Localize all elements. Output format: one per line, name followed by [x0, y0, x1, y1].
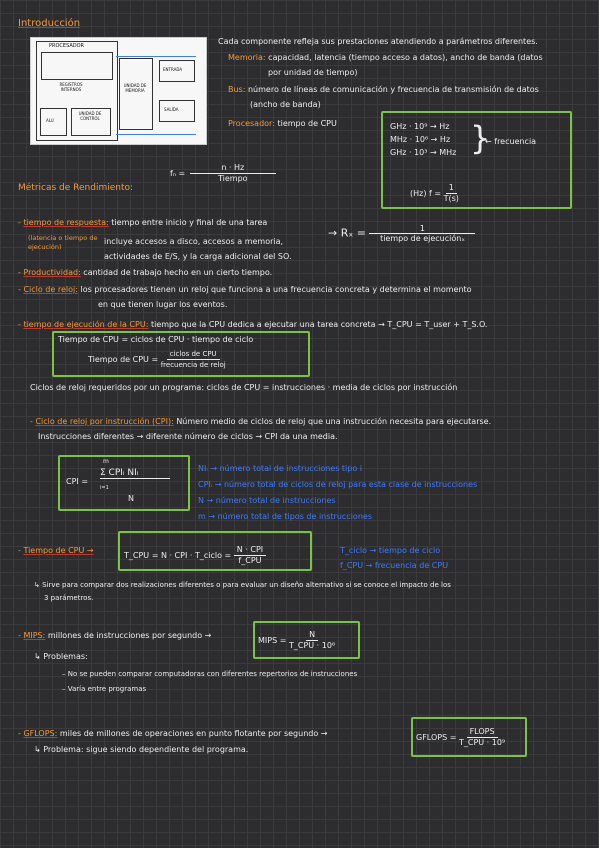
registers-label: REGISTROS INTERNOS: [59, 82, 83, 92]
rx-lhs: Rₓ =: [340, 226, 366, 240]
tcpu-den: f_CPU: [238, 556, 262, 565]
cpi-den: N: [128, 494, 134, 503]
gflops-den: T_CPU · 10⁹: [458, 738, 506, 747]
fn-den: Tiempo: [218, 174, 248, 183]
freq-label: ← frecuencia: [485, 137, 537, 146]
freq-ghz: GHz · 10⁹ → Hz: [390, 122, 450, 131]
processor-label: PROCESADOR: [49, 43, 85, 49]
processor-key: Procesador:: [228, 119, 275, 128]
mips-value: millones de instrucciones por segundo →: [47, 631, 212, 640]
gflops-lhs: GFLOPS =: [416, 733, 457, 742]
tcpu-num: N · CPI: [234, 545, 266, 556]
gflops-value: miles de millones de operaciones en punto flotante por segundo →: [59, 729, 328, 738]
mips-key: MIPS:: [23, 631, 46, 640]
freq-formula-lhs: (Hz) f =: [410, 189, 442, 198]
gflops-problem: ↳ Problema: sigue siendo dependiente del programa.: [34, 745, 249, 754]
mips-problems: ↳ Problemas:: [34, 652, 88, 661]
computer-diagram: [30, 37, 207, 145]
exec-key: tiempo de ejecución de la CPU:: [23, 320, 149, 329]
alu-label: ALU: [46, 118, 54, 123]
clock-key: Ciclo de reloj:: [23, 285, 78, 294]
freq-ghz-mhz: GHz · 10³ → MHz: [390, 148, 457, 157]
tcpu-key: Tiempo de CPU →: [23, 546, 94, 555]
legend-ni: NIᵢ → número total de instrucciones tipo i: [198, 464, 363, 473]
cpi-sum: Σ CPIᵢ NIᵢ: [100, 468, 170, 479]
rx-den: tiempo de ejecuciónₓ: [380, 234, 465, 243]
cpi-sum-bottom: i=1: [100, 485, 109, 491]
rx-num: 1: [369, 224, 475, 234]
legend-tciclo: T_ciclo → tiempo de ciclo: [340, 546, 441, 555]
memory-label: UNIDAD DE MEMORIA: [123, 83, 147, 93]
gflops-key: GFLOPS:: [23, 729, 58, 738]
bus-line: [116, 56, 196, 57]
bus-key: Bus:: [228, 85, 246, 94]
clock-value: los procesadores tienen un reloj que funciona a una frecuencia concreta y determina el momento: [80, 285, 472, 294]
register-bank: [41, 52, 113, 80]
response-key: tiempo de respuesta:: [23, 218, 109, 227]
response-value-3: actividades de E/S, y la carga adicional del SO.: [104, 252, 292, 261]
fn-lhs: fₙ =: [170, 169, 186, 178]
cpi-key: Ciclo de reloj por instrucción (CPI):: [35, 417, 174, 426]
cpu-time-den: frecuencia de reloj: [160, 361, 226, 369]
brace-icon: }: [470, 119, 491, 157]
response-subtitle: (latencia o tiempo de ejecución): [28, 234, 98, 251]
gflops-num: FLOPS: [467, 727, 498, 738]
legend-n: N → número total de instrucciones: [198, 496, 336, 505]
cpu-time-num: ciclos de CPU: [167, 349, 220, 360]
cpi-sum-top: m: [103, 458, 109, 465]
mips-den: T_CPU · 10⁶: [288, 641, 336, 650]
legend-m: m → número total de tipos de instrucciones: [198, 512, 372, 521]
memory-key: Memoria:: [228, 53, 266, 62]
mips-lhs: MIPS =: [258, 636, 287, 645]
freq-mhz: MHz · 10⁶ → Hz: [390, 135, 451, 144]
cpi-value: Número medio de ciclos de reloj que una instrucción necesita para ejecutarse.: [176, 417, 492, 426]
exec-value: tiempo que la CPU dedica a ejecutar una tarea concreta →: [150, 320, 385, 329]
control-unit-label: UNIDAD DE CONTROL: [78, 111, 102, 121]
response-value: tiempo entre inicio y final de una tarea: [111, 218, 268, 227]
cpu-time-formula-1: Tiempo de CPU = ciclos de CPU · tiempo de ciclo: [58, 335, 254, 344]
tcpu-eq: T_CPU = N · CPI · T_ciclo =: [124, 551, 232, 560]
cpi-lhs: CPI =: [66, 477, 89, 486]
serve-line: ↳ Sirve para comparar dos realizaciones diferentes o para evaluar un diseño alternativo si se conoce el impacto de los: [34, 581, 451, 589]
cpi-value-2: Instrucciones diferentes → diferente número de ciclos → CPI da una media.: [38, 432, 338, 441]
mips-problem-2: – Varía entre programas: [62, 685, 147, 693]
legend-fcpu: f_CPU → frecuencia de CPU: [340, 561, 449, 570]
bus-value: número de líneas de comunicación y frecuencia de transmisión de datos: [247, 85, 539, 94]
memory-value-cont: por unidad de tiempo): [268, 68, 358, 77]
response-value-2: incluye accesos a disco, accesos a memoria,: [104, 237, 284, 246]
processor-value: tiempo de CPU: [277, 119, 337, 128]
page-title: Introducción: [18, 18, 81, 29]
metrics-title: Métricas de Rendimiento:: [18, 183, 134, 193]
memory-box: [119, 58, 153, 130]
intro-line: Cada componente refleja sus prestaciones atendiendo a parámetros diferentes.: [218, 37, 538, 46]
bus-value-cont: (ancho de banda): [250, 100, 321, 109]
productivity-value: cantidad de trabajo hecho en un cierto tiempo.: [83, 268, 273, 277]
memory-value: capacidad, latencia (tiempo acceso a datos), ancho de banda (datos: [268, 53, 543, 62]
fn-num: n · Hz: [190, 163, 276, 174]
legend-cpi: CPIᵢ → número total de ciclos de reloj para esta clase de instrucciones: [198, 480, 478, 489]
bus-line: [116, 134, 196, 135]
cycles-line: Ciclos de reloj requeridos por un programa: ciclos de CPU = instrucciones · media de ciclos por instrucción: [30, 383, 458, 392]
freq-den: T(s): [443, 194, 459, 203]
mips-num: N: [306, 630, 318, 641]
productivity-key: Productividad:: [23, 268, 81, 277]
serve-line-2: 3 parámetros.: [44, 594, 94, 602]
freq-num: 1: [446, 183, 457, 194]
exec-eq: T_CPU = T_user + T_S.O.: [387, 320, 488, 329]
input-label: ENTRADA: [163, 67, 183, 72]
mips-problem-1: – No se pueden comparar computadoras con diferentes repertorios de instrucciones: [62, 670, 358, 678]
output-label: SALIDA: [164, 107, 179, 112]
cpu-time-lhs: Tiempo de CPU =: [88, 355, 159, 364]
clock-value-cont: en que tienen lugar los eventos.: [98, 300, 228, 309]
